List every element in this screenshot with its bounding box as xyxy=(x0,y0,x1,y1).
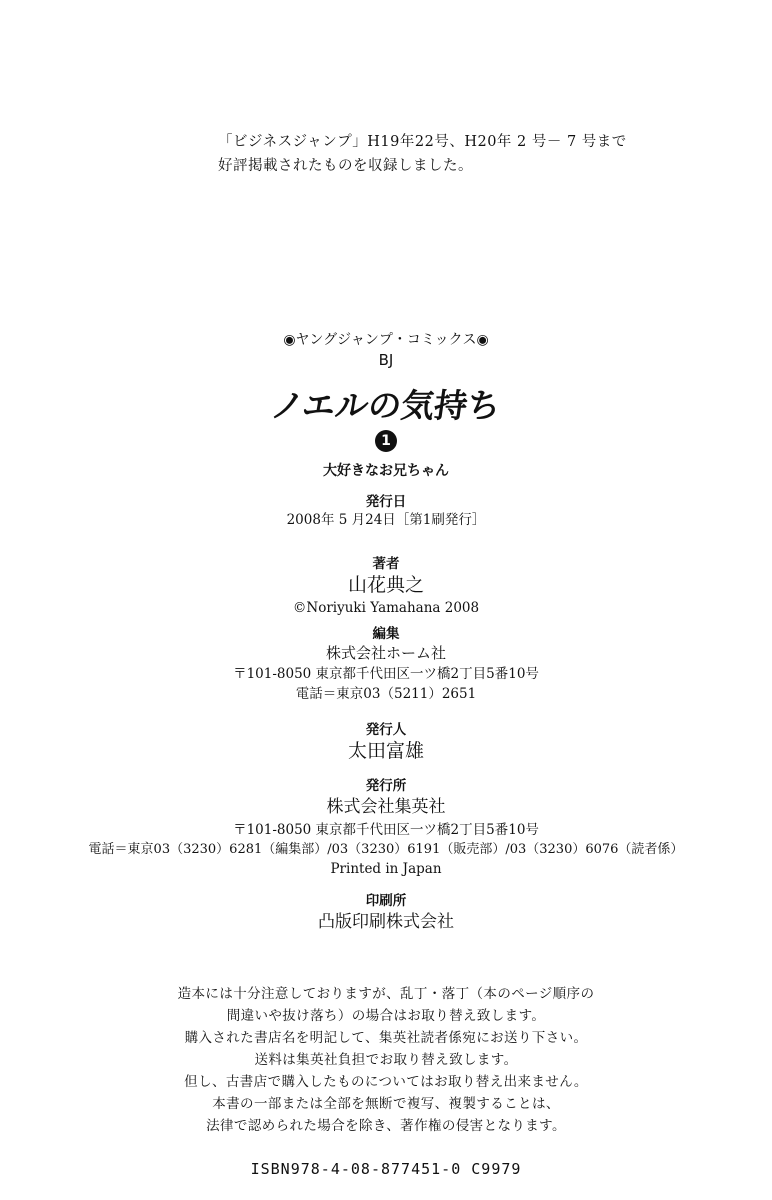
book-title: ノエルの気持ち xyxy=(268,386,504,425)
series-imprint: BJ xyxy=(378,351,394,369)
notice-line: 購入された書店名を明記して、集英社読者係宛にお送り下さい。 xyxy=(184,1030,588,1046)
volume-badge: 1 xyxy=(375,430,397,452)
notice-line: 但し、古書店で購入したものについてはお取り替え出来ません。 xyxy=(184,1074,588,1090)
editor-company: 株式会社ホーム社 xyxy=(325,644,446,662)
printer-company: 凸版印刷株式会社 xyxy=(318,912,454,932)
printer-label: 印刷所 xyxy=(365,893,407,909)
editor-phone: 電話＝東京03（5211）2651 xyxy=(295,686,477,702)
notice-line: 造本には十分注意しておりますが、乱丁・落丁（本のページ順序の xyxy=(177,986,595,1002)
issue-date-label: 発行日 xyxy=(365,494,407,510)
publisher-address: 〒101-8050 東京都千代田区一ツ橋2丁目5番10号 xyxy=(233,822,539,838)
author-name: 山花典之 xyxy=(347,574,424,596)
isbn-code: ISBN978-4-08-877451-0 C9979 xyxy=(250,1160,522,1178)
issuer-label: 発行人 xyxy=(365,722,407,738)
publisher-company: 株式会社集英社 xyxy=(326,797,446,817)
editor-label: 編集 xyxy=(372,626,400,642)
notice-line: 間違いや抜け落ち）の場合はお取り替え致します。 xyxy=(226,1008,546,1024)
copyright-notice: ©Noriyuki Yamahana 2008 xyxy=(292,600,480,616)
publisher-phone: 電話＝東京03（3230）6281（編集部）/03（3230）6191（販売部）/03（3230）6076（読者係） xyxy=(88,842,684,857)
notice-line: 法律で認められた場合を除き、著作権の侵害となります。 xyxy=(206,1118,566,1134)
editor-address: 〒101-8050 東京都千代田区一ツ橋2丁目5番10号 xyxy=(233,666,539,682)
notice-line: 本書の一部または全部を無断で複写、複製することは、 xyxy=(212,1096,560,1112)
publisher-label: 発行所 xyxy=(365,778,407,794)
intro-note xyxy=(218,130,627,178)
colophon xyxy=(0,330,772,935)
intro-line-2: 好評掲載されたものを収録しました。 xyxy=(218,158,473,174)
issue-date: 2008年 5 月24日［第1刷発行］ xyxy=(286,512,486,528)
returns-notice xyxy=(0,983,772,1137)
series-label: ◉ヤングジャンプ・コミックス◉ xyxy=(283,332,489,348)
intro-line-1: 「ビジネスジャンプ」H19年22号、H20年 2 号－ 7 号まで xyxy=(218,134,627,150)
notice-line: 送料は集英社負担でお取り替え致します。 xyxy=(254,1052,518,1068)
issuer-name: 太田富雄 xyxy=(347,740,424,762)
book-subtitle: 大好きなお兄ちゃん xyxy=(323,463,449,479)
author-label: 著者 xyxy=(372,556,400,572)
printed-in-japan: Printed in Japan xyxy=(330,861,442,877)
